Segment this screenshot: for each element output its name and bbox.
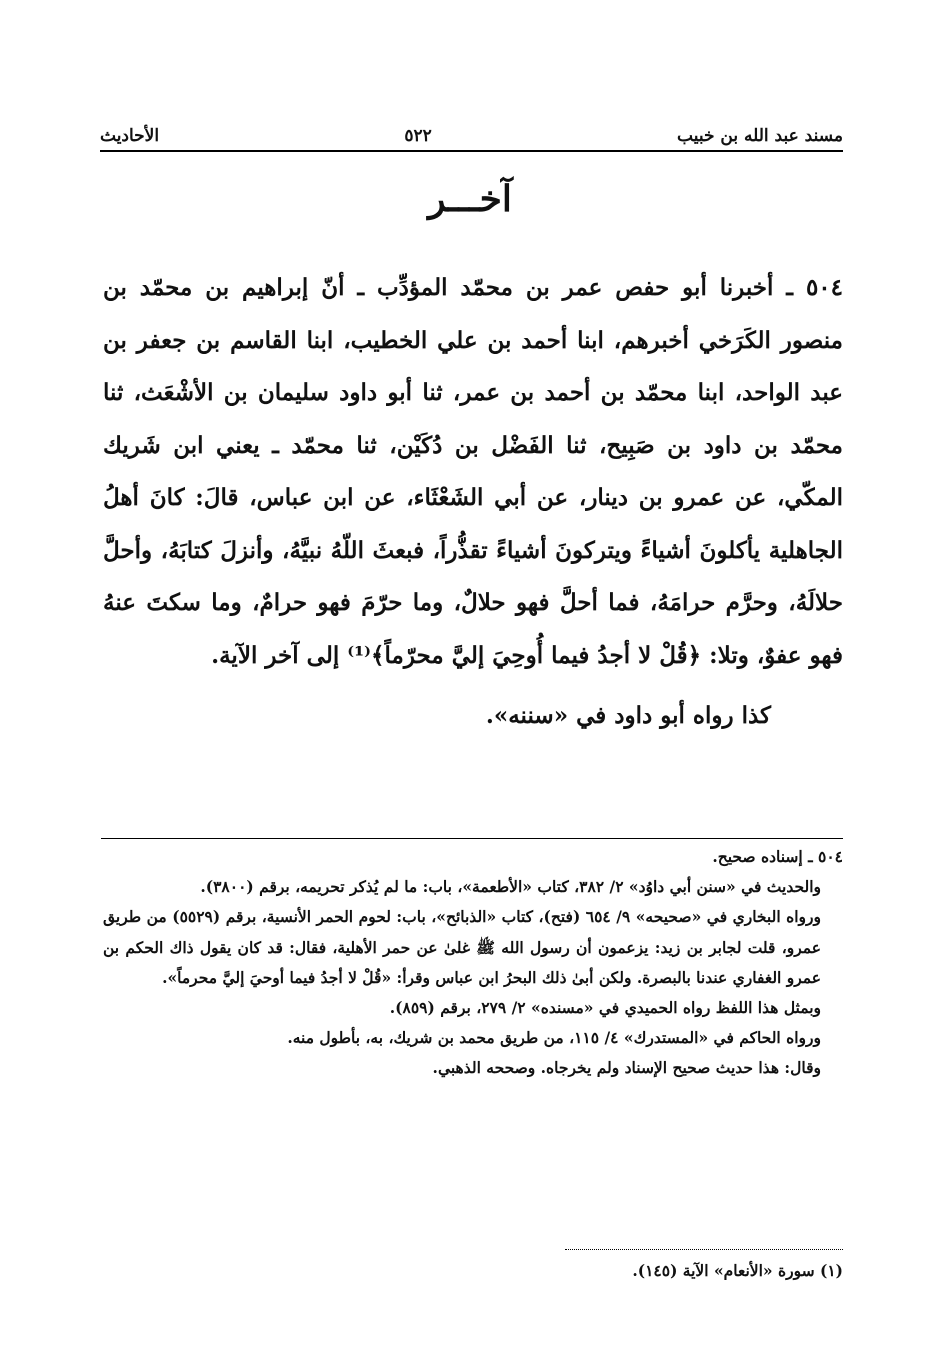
hadith-closing: كذا رواه أبو داود في «سننه». — [485, 702, 771, 729]
chapter-title: الأحاديث — [100, 126, 160, 146]
notes-rule — [101, 838, 843, 839]
note-line: ورواه الحاكم في «المستدرك» ٤/ ١١٥، من طريق محمد بن شريك، به، بأطول منه. — [287, 1028, 821, 1048]
running-header — [100, 116, 843, 146]
note-line: ورواه البخاري في «صحيحه» ٩/ ٦٥٤ (فتح)، كتاب «الذبائح»، باب: لحوم الحمر الأنسية، برقم (٥٥٢٩) من طريق عمرو، قلت لجابر بن زيد: يزعمون أن رسول الله ﷺ غلىٰ عن حمر الأهلية، فقال: قد كان يقول ذاك الحكم بن عمرو الغفاري عندنا بالبصرة. ولكن أبىٰ ذلك البحرُ ابن عباس وقرأ: «قُلْ لا أجدُ فيما أوحيَ إليَّ محرماً». — [103, 907, 822, 987]
note-line: ٥٠٤ ـ إسناده صحيح. — [712, 847, 843, 866]
hadith-text: ٥٠٤ ـ أخبرنا أبو حفص عمر بن محمّد المؤدِّب ـ أنّ إبراهيم بن محمّد بن منصور الكَرَخي أخبرهم، ابنا أحمد بن علي الخطيب، ابنا القاسم بن جعفر بن عبد الواحد، ابنا محمّد بن أحمد بن عمر، ثنا أبو داود سليمان بن الأشْعَث، ثنا محمّد بن داود بن صَبِيح، ثنا الفَضْل بن دُكَيْن، ثنا محمّد ـ يعني ابن شَريك المكّي، عن عمرو بن دينار، عن أبي الشَعْثَاء، عن ابن عباس، قالَ: كانَ أهلُ الجاهلية يأكلونَ أشياءً ويتركونَ أشياءً تقذُّراً، فبعثَ اللّهُ نبيَّهُ، وأنزلَ كتابَهُ، وأحلَّ حلالَهُ، وحرَّم حرامَهُ، فما أحلَّ فهو حلالٌ، وما حرّمَ فهو حرامٌ، وما سكتَ عنهُ فهو عفوٌ، وتلا: ﴿قُلْ لا أجدُ فيما أُوحِيَ إليَّ محرّماً﴾⁽¹⁾ إلى آخر الآية. — [103, 274, 843, 669]
page-number: ٥٢٢ — [404, 126, 432, 146]
note-line: وقال: هذا حديث صحيح الإسناد ولم يخرجاه. وصححه الذهبي. — [432, 1058, 821, 1078]
hadith-body — [103, 262, 843, 743]
book-title: مسند عبد الله بن خبيب — [677, 126, 843, 146]
hadith-notes — [103, 842, 843, 1084]
footnote-rule — [565, 1249, 843, 1250]
note-line: وبمثل هذا اللفظ رواه الحميدي في «مسنده» ٢/ ٢٧٩، برقم (٨٥٩). — [389, 998, 821, 1018]
note-line: والحديث في «سنن أبي داوُد» ٢/ ٣٨٢، كتاب «الأطعمة»، باب: ما لم يُذكر تحريمه، برقم (٣٨٠٠). — [200, 877, 821, 897]
section-title: آخـــر — [428, 178, 512, 220]
header-rule — [100, 150, 843, 152]
footnote: (١) سورة «الأنعام» الآية (١٤٥). — [632, 1261, 843, 1280]
